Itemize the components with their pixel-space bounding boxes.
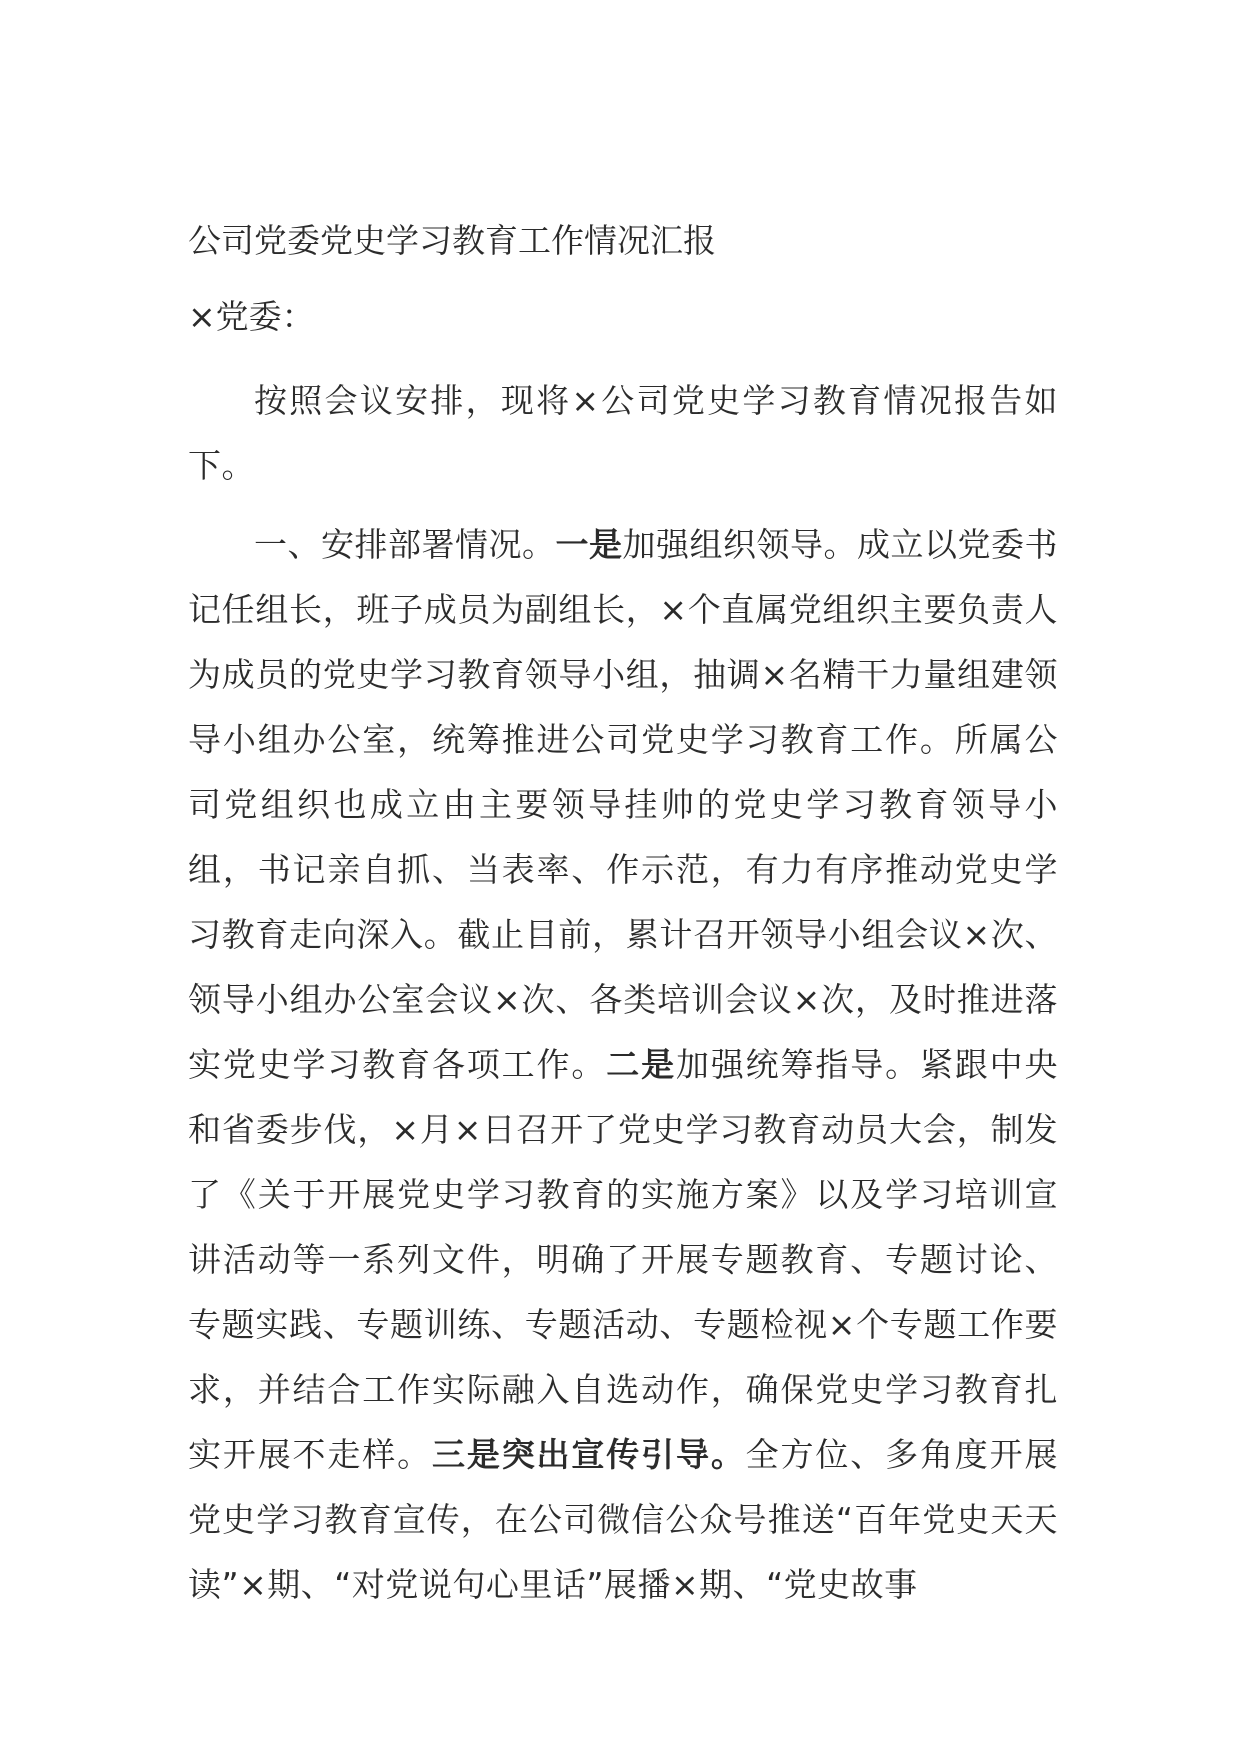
item-2-lead: 二是 (606, 1045, 676, 1084)
section-1-paragraph (188, 512, 1058, 1617)
item-3-text: 全方位、多角度开展党史学习教育宣传，在公司微信公众号推送“百年党史天天读”×期、“对党说句心里话”展播×期、“党史故事 (188, 1435, 1059, 1604)
intro-paragraph: 按照会议安排，现将×公司党史学习教育情况报告如下。 (188, 381, 1058, 485)
item-3-lead: 三是突出宣传引导。 (431, 1435, 746, 1474)
section-1-heading: 一、安排部署情况。 (254, 525, 556, 564)
item-1-text: 加强组织领导。成立以党委书记任组长，班子成员为副组长，×个直属党组织主要负责人为成员的党史学习教育领导小组，抽调×名精干力量组建领导小组办公室，统筹推进公司党史学习教育工作。所属公司党组织也成立由主要领导挂帅的党史学习教育领导小组，书记亲自抓、当表率、作示范，有力有序推动党史学习教育走向深入。截止目前，累计召开领导小组会议×次、领导小组办公室会议×次、各类培训会议×次，及时推进落实党史学习教育各项工作。 (188, 525, 1058, 1084)
document-title: 公司党委党史学习教育工作情况汇报 (188, 221, 716, 260)
item-2-text: 加强统筹指导。紧跟中央和省委步伐，×月×日召开了党史学习教育动员大会，制发了《关于开展党史学习教育的实施方案》以及学习培训宣讲活动等一系列文件，明确了开展专题教育、专题讨论、专题实践、专题训练、专题活动、专题检视×个专题工作要求，并结合工作实际融入自选动作，确保党史学习教育扎实开展不走样。 (188, 1045, 1059, 1474)
salutation: ×党委： (188, 297, 315, 336)
document-page (188, 216, 1058, 1617)
item-1-lead: 一是 (555, 525, 623, 564)
